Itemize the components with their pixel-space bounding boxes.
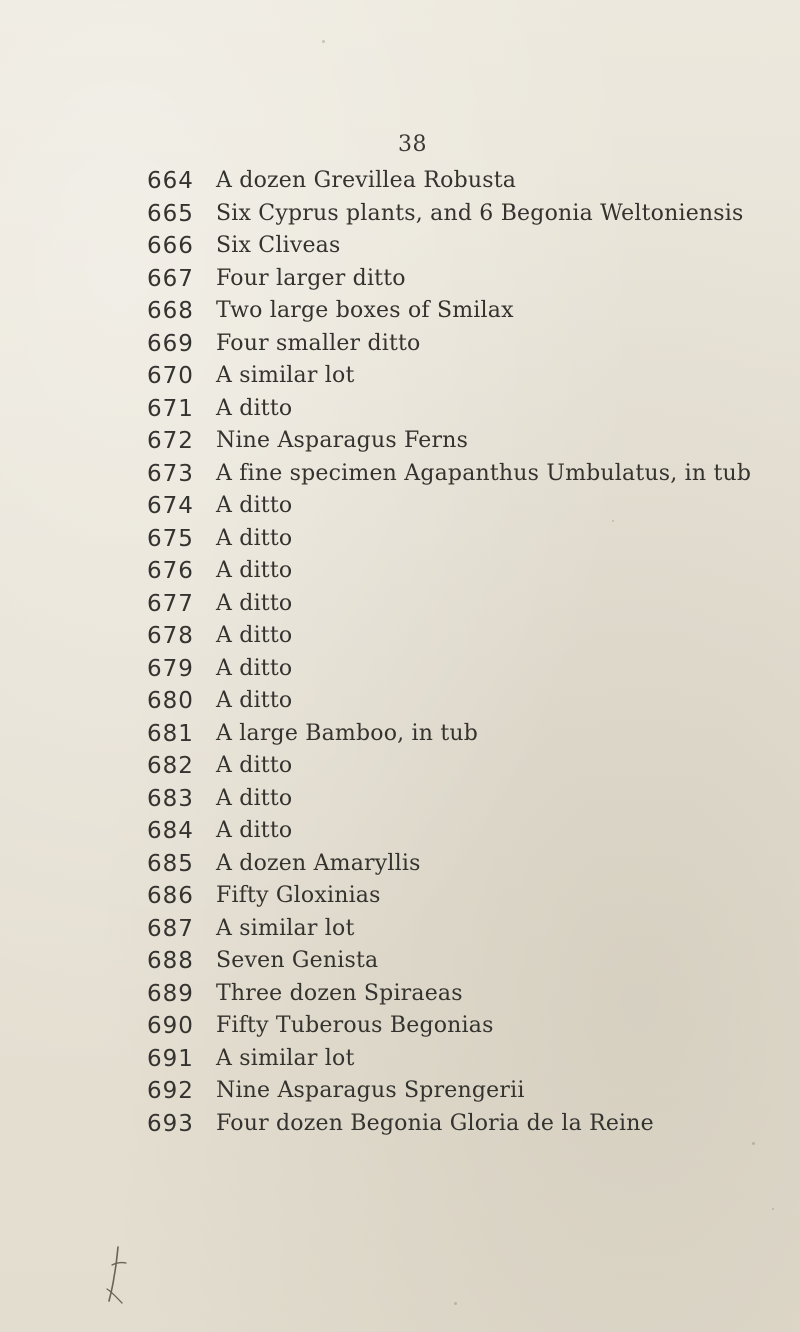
lot-row: [0, 1010, 800, 1043]
lot-description: Two large boxes of Smilax: [216, 298, 514, 323]
lot-number: 688: [147, 948, 194, 974]
lot-number: 690: [147, 1013, 194, 1039]
paper-speck: [322, 40, 325, 43]
lot-row: [0, 685, 800, 718]
lot-description: A large Bamboo, in tub: [216, 720, 479, 746]
lot-row: [0, 978, 800, 1011]
lot-number: 692: [147, 1078, 194, 1104]
lot-number: 681: [147, 720, 194, 747]
lot-number: 679: [147, 655, 194, 682]
lot-row: [0, 328, 800, 361]
lot-row: [0, 295, 800, 328]
lot-description: A ditto: [216, 818, 293, 843]
lot-row: [0, 718, 800, 751]
lot-row: [0, 555, 800, 588]
lot-list: [0, 165, 800, 1140]
paper-speck: [612, 520, 614, 522]
lot-description: A ditto: [216, 525, 293, 551]
lot-number: 671: [147, 395, 194, 422]
lot-description: A ditto: [216, 623, 293, 648]
lot-description: Fifty Tuberous Begonias: [216, 1013, 494, 1038]
lot-number: 665: [147, 200, 194, 227]
lot-row: [0, 1108, 800, 1141]
lot-number: 668: [147, 298, 194, 324]
lot-row: [0, 653, 800, 686]
lot-row: [0, 880, 800, 913]
lot-description: A ditto: [216, 395, 293, 421]
lot-number: 674: [147, 493, 194, 519]
lot-number: 689: [147, 980, 194, 1007]
lot-description: Four dozen Begonia Gloria de la Reine: [216, 1110, 654, 1136]
lot-row: [0, 913, 800, 946]
lot-row: [0, 263, 800, 296]
lot-number: 672: [147, 428, 194, 454]
lot-row: [0, 815, 800, 848]
lot-description: A ditto: [216, 558, 293, 583]
lot-number: 664: [147, 168, 194, 194]
lot-row: [0, 945, 800, 978]
lot-row: [0, 165, 800, 198]
lot-row: [0, 360, 800, 393]
lot-number: 667: [147, 265, 194, 292]
paper-speck: [752, 1142, 755, 1145]
lot-description: A ditto: [216, 753, 293, 778]
lot-description: Seven Genista: [216, 948, 379, 973]
lot-description: Six Cliveas: [216, 233, 341, 258]
lot-row: [0, 750, 800, 783]
lot-description: A similar lot: [216, 1045, 355, 1071]
lot-number: 669: [147, 330, 194, 357]
lot-number: 682: [147, 753, 194, 779]
lot-description: A ditto: [216, 590, 293, 616]
lot-description: Fifty Gloxinias: [216, 883, 381, 908]
lot-number: 670: [147, 363, 194, 389]
lot-row: [0, 425, 800, 458]
lot-number: 685: [147, 850, 194, 877]
lot-description: Three dozen Spiraeas: [216, 980, 463, 1006]
page-number: 38: [398, 132, 427, 157]
lot-row: [0, 848, 800, 881]
lot-number: 676: [147, 558, 194, 584]
lot-number: 684: [147, 818, 194, 844]
lot-number: 666: [147, 233, 194, 259]
lot-row: [0, 1075, 800, 1108]
pencil-mark-icon: [104, 1245, 134, 1305]
lot-description: A similar lot: [216, 915, 355, 941]
lot-row: [0, 620, 800, 653]
lot-row: [0, 490, 800, 523]
lot-description: A ditto: [216, 785, 293, 811]
lot-description: Nine Asparagus Sprengerii: [216, 1078, 525, 1103]
lot-number: 673: [147, 460, 194, 487]
lot-row: [0, 198, 800, 231]
lot-description: A ditto: [216, 688, 293, 713]
lot-number: 691: [147, 1045, 194, 1072]
lot-number: 687: [147, 915, 194, 942]
lot-row: [0, 588, 800, 621]
lot-row: [0, 783, 800, 816]
lot-description: Nine Asparagus Ferns: [216, 428, 469, 453]
lot-description: Six Cyprus plants, and 6 Begonia Weltoniensis: [216, 200, 744, 226]
lot-number: 677: [147, 590, 194, 617]
lot-description: Four smaller ditto: [216, 330, 421, 356]
lot-description: A ditto: [216, 493, 293, 518]
lot-number: 683: [147, 785, 194, 812]
lot-number: 680: [147, 688, 194, 714]
lot-description: Four larger ditto: [216, 265, 406, 291]
lot-description: A dozen Grevillea Robusta: [216, 168, 517, 193]
lot-number: 678: [147, 623, 194, 649]
lot-description: A similar lot: [216, 363, 355, 388]
lot-row: [0, 230, 800, 263]
lot-number: 693: [147, 1110, 194, 1137]
paper-speck: [772, 1208, 774, 1210]
lot-description: A dozen Amaryllis: [216, 850, 421, 876]
lot-description: A ditto: [216, 655, 293, 681]
lot-row: [0, 1043, 800, 1076]
lot-description: A fine specimen Agapanthus Umbulatus, in tub: [216, 460, 752, 486]
lot-row: [0, 393, 800, 426]
lot-number: 675: [147, 525, 194, 552]
lot-row: [0, 523, 800, 556]
lot-row: [0, 458, 800, 491]
paper-speck: [454, 1302, 457, 1305]
lot-number: 686: [147, 883, 194, 909]
